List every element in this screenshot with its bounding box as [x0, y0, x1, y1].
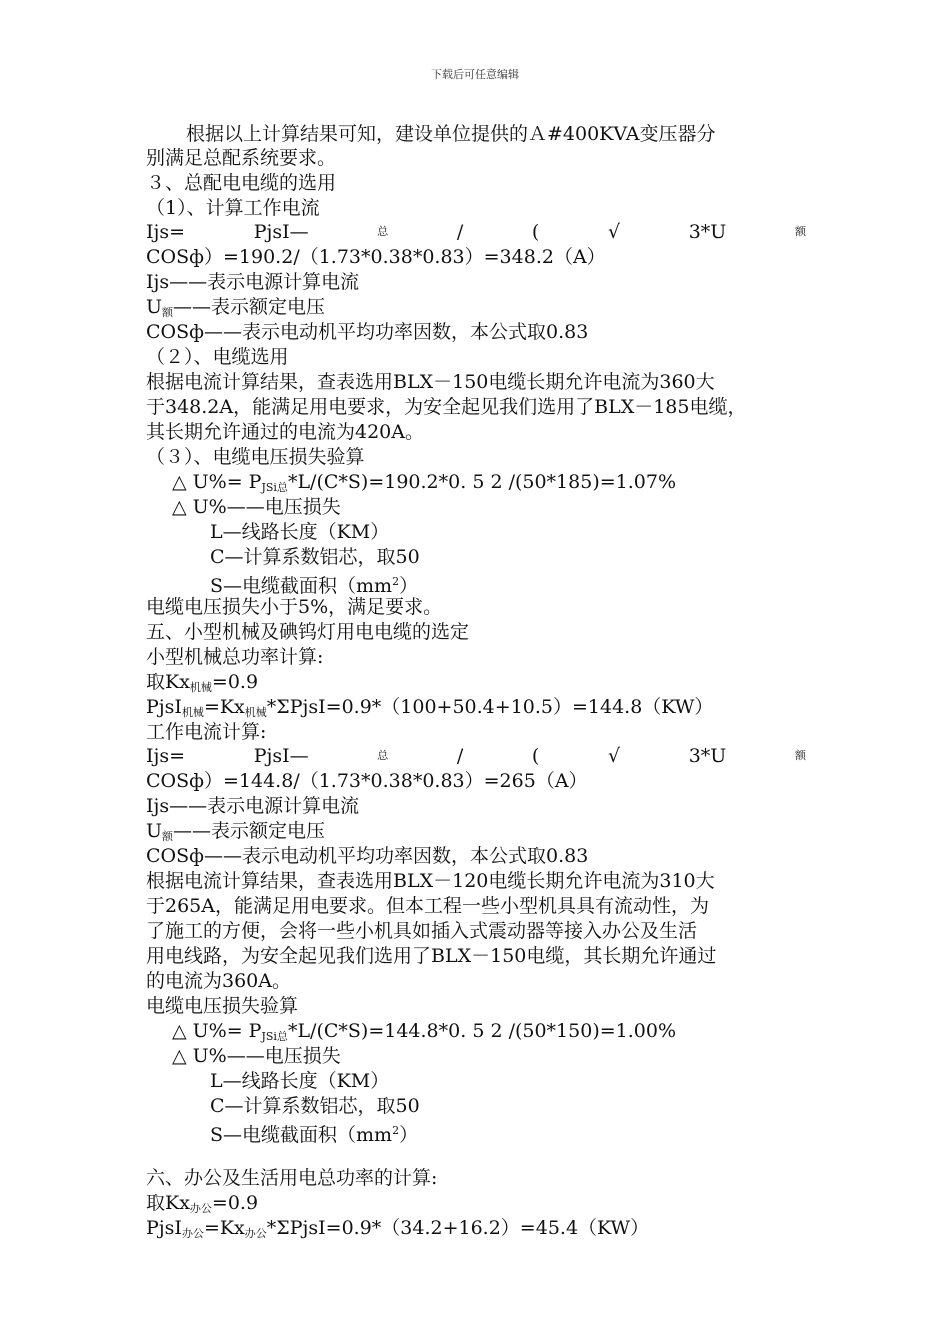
formula-token: Ijs= [146, 221, 186, 243]
paragraph-line: 其长期允许通过的电流为420A。 [146, 421, 424, 443]
formula-token: 总 [377, 225, 389, 238]
formula-line: △ $U\%= P_{JSi总}*L/(C*S)=190.2*0$. 5 2 /(50*185)=1.07% [172, 471, 677, 494]
paragraph-line: 的电流为360A。 [146, 970, 291, 992]
formula-token: 3*U [688, 221, 727, 243]
paragraph-line: 于265A，能满足用电要求。但本工程一些小型机具具有流动性，为 [146, 895, 709, 917]
formula-token: 3*U [688, 745, 727, 767]
formula-line: 取$Kx_{办公}=0.9$ [146, 1192, 259, 1215]
formula-token: / [456, 221, 464, 243]
definition-line: △ U%——电压损失 [172, 496, 341, 518]
formula-line: $PjsI_{机械}=Kx_{机械}*\Sigma PjsI=0.9*(100+50.4+10.5)=144.8(KW)$ [146, 696, 714, 719]
definition-line: L—线路长度（KM） [210, 521, 390, 543]
formula-token: Ijs= [146, 745, 186, 767]
section-heading: 六、办公及生活用电总功率的计算: [146, 1167, 438, 1189]
formula-line: COSф）=190.2/（1.73*0.38*0.83）=348.2（A） [146, 246, 606, 268]
definition-line: Ijs——表示电源计算电流 [146, 271, 360, 293]
formula-token: 额 [794, 749, 806, 762]
formula-line: $PjsI_{办公}=Kx_{办公}*\Sigma PjsI=0.9*(34.2+16.2)=45.4(KW)$ [146, 1217, 650, 1240]
formula-token: 总 [377, 749, 389, 762]
formula-line: 取$Kx_{机械}=0.9$ [146, 671, 259, 694]
paragraph-line: 小型机械总功率计算: [146, 646, 324, 668]
paragraph-line: 于348.2A，能满足用电要求，为安全起见我们选用了BLX－185电缆， [146, 396, 747, 418]
paragraph-line: 根据电流计算结果，查表选用BLX－120电缆长期允许电流为310大 [146, 870, 715, 892]
formula-token: ( [531, 745, 540, 767]
section-heading: ３、总配电电缆的选用 [146, 172, 337, 194]
definition-line: $U_额——$表示额定电压 [146, 820, 326, 843]
definition-line: COSф——表示电动机平均功率因数，本公式取0.83 [146, 321, 589, 343]
definition-line: COSф——表示电动机平均功率因数，本公式取0.83 [146, 845, 589, 867]
subsection-heading: （２）、电缆选用 [146, 346, 289, 368]
formula-line [146, 220, 806, 244]
paragraph-line: 根据电流计算结果，查表选用BLX－150电缆长期允许电流为360大 [146, 371, 715, 393]
definition-line: $U_额——$表示额定电压 [146, 296, 326, 319]
formula-token: PjsI— [253, 221, 309, 243]
formula-token: √ [607, 221, 621, 243]
paragraph-line: 电缆电压损失小于5%，满足要求。 [146, 596, 443, 618]
subsection-heading: （３）、电缆电压损失验算 [146, 446, 365, 468]
formula-token: PjsI— [253, 745, 309, 767]
formula-line [146, 744, 806, 768]
formula-token: / [456, 745, 464, 767]
section-heading: 五、小型机械及碘钨灯用电电缆的选定 [146, 621, 470, 643]
definition-line: Ijs——表示电源计算电流 [146, 795, 360, 817]
paragraph-line: 工作电流计算: [146, 721, 267, 743]
formula-token: 额 [794, 225, 806, 238]
definition-line: C—计算系数铝芯，取50 [210, 1095, 420, 1117]
formula-token: ( [531, 221, 540, 243]
paragraph-line: 根据以上计算结果可知，建设单位提供的Ａ#400KVA变压器分 [186, 123, 716, 145]
subsection-heading: （1）、计算工作电流 [146, 197, 320, 219]
definition-line: S—电缆截面积$(mm^2)$ [210, 575, 419, 597]
paragraph-line: 别满足总配系统要求。 [146, 147, 337, 169]
page-header: 下载后可任意编辑 [431, 68, 519, 81]
formula-line: △ $U\%= P_{JSi总}*L/(C*S)=144.8*0$. 5 2 /(50*150)=1.00% [172, 1020, 677, 1043]
formula-line: COSф）=144.8/（1.73*0.38*0.83）=265（A） [146, 770, 588, 792]
formula-token: √ [607, 745, 621, 767]
definition-line: C—计算系数铝芯，取50 [210, 546, 420, 568]
definition-line: L—线路长度（KM） [210, 1070, 390, 1092]
paragraph-line: 了施工的方便，会将一些小机具如插入式震动器等接入办公及生活 [146, 920, 698, 942]
paragraph-line: 用电线路，为安全起见我们选用了BLX－150电缆，其长期允许通过 [146, 945, 717, 967]
paragraph-line: 电缆电压损失验算 [146, 995, 299, 1017]
definition-line: S—电缆截面积$(mm^2)$ [210, 1124, 419, 1146]
definition-line: △ U%——电压损失 [172, 1045, 341, 1067]
